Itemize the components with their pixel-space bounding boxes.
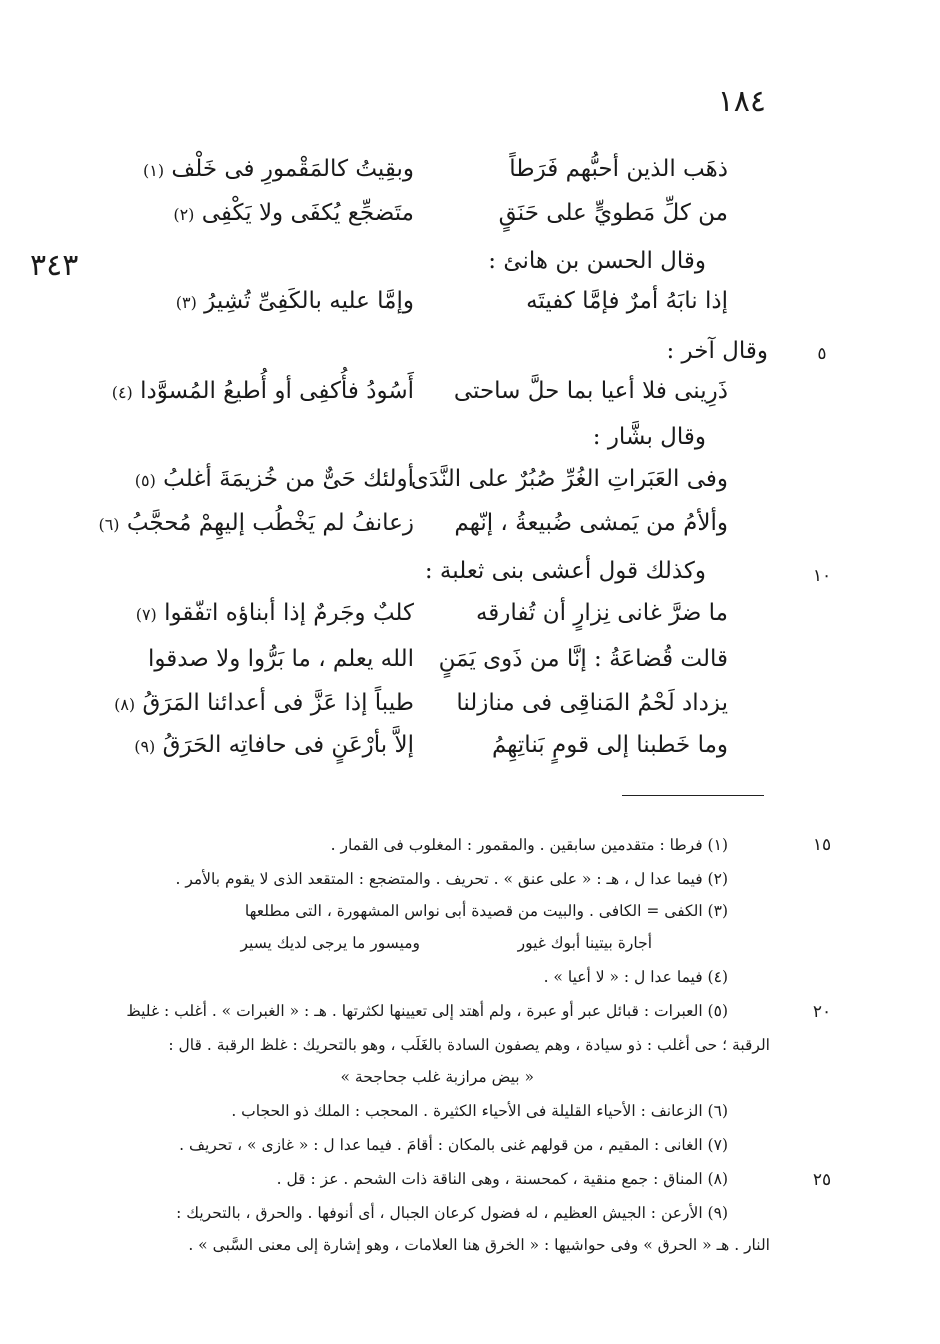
verse-intro: وقال آخر : (666, 338, 768, 364)
verse-text: أولئك حَىٌّ من خُزيمَةَ أغلبُ (163, 466, 414, 492)
footnote-3: (٣) الكفى = الكافى . والبيت من قصيدة أبى نواس المشهورة ، التى مطلعها (244, 902, 728, 920)
verse-first-hemistich: وفى العَبَراتِ الغُرِّ صُبُرٌ على النَّدَى (410, 466, 728, 492)
footnote-1: (١) فرطا : متقدمين سابقين . والمقمور : المغلوب فى القمار . (330, 836, 728, 854)
footnote-separator (622, 795, 764, 796)
page-number: ١٨٤ (717, 84, 766, 119)
verse-second-hemistich (14, 646, 414, 672)
footnote-9-continuation: النار . هـ « الحرق » وفى حواشيها : « الخرق هنا العلامات ، وهو إشارة إلى معنى السَّبى » . (188, 1236, 770, 1254)
verse-first-hemistich: ذهَب الذين أحبُّهم فَرَطاً (509, 156, 728, 182)
verse-text: متَضجِّع يُكفَى ولا يَكْفِى (201, 200, 414, 226)
footnote-3-verse-second: وميسور ما يرجى لديك يسير (240, 934, 420, 952)
verse-text: وإمَّا عليه بالكَفِىِّ تُشِيرُ (204, 288, 414, 314)
footnote-6: (٦) الزعانف : الأحياء القليلة فى الأحياء الكثيرة . المحجب : الملك ذو الحجاب . (231, 1102, 728, 1120)
footnote-ref: (٤) (111, 383, 133, 402)
verse-text: وبقِيتُ كالمَقْمورِ فى خَلْف (171, 156, 414, 182)
footnote-9: (٩) الأرعن : الجيش العظيم ، له فضول كرعان الجبال ، أى أنوفها . والحرق ، بالتحريك : (176, 1204, 728, 1222)
verse-first-hemistich: قالت قُضاعَةُ : إنَّا من ذَوى يَمَنٍ (438, 646, 728, 672)
verse-first-hemistich: يزداد لَحْمُ المَناقِى فى منازلنا (456, 690, 728, 716)
verse-text: كلبٌ وجَرمٌ إذا أبناؤه اتفّقوا (164, 600, 414, 626)
footnote-5-continuation: الرقبة ؛ حى أغلب : ذو سيادة ، وهم يصفون السادة بالغَلَب ، وهو بالتحريك : غلظ الرقبة . قال : (168, 1036, 770, 1054)
footnote-5-quote: « بيض مرازبة غلب جحاجحة » (340, 1068, 534, 1086)
footnote-ref: (٦) (98, 515, 120, 534)
footnote-ref: (٣) (175, 293, 197, 312)
footnote-ref: (٩) (134, 737, 156, 756)
footnote-ref: (٧) (135, 605, 157, 624)
verse-text: زعانفُ لم يَخْطُب إليهِمْ مُحجَّبُ (126, 510, 414, 536)
verse-second-hemistich (14, 690, 414, 716)
verse-second-hemistich (14, 732, 414, 758)
verse-text: أَسُودُ فأُكفِى أو أُطيعُ المُسوَّدا (140, 378, 414, 404)
footnote-8: (٨) المناق : جمع منقية ، كمحسنة ، وهى الناقة ذات الشحم . عز : قل . (276, 1170, 728, 1188)
footnote-ref: (٢) (173, 205, 195, 224)
footnote-7: (٧) الغانى : المقيم ، من قولهم غنى بالمكان : أقامَ . فيما عدا ل : « غازى » ، تحريف . (179, 1136, 728, 1154)
line-marker-10: ١٠ (812, 566, 832, 586)
verse-intro: وكذلك قول أعشى بنى ثعلبة : (424, 558, 706, 584)
verse-second-hemistich (14, 200, 414, 226)
footnote-5: (٥) العبرات : قبائل عبر أو عبرة ، ولم أهتد إلى تعيينها لكثرتها . هـ : « الغبرات » . أغلب : غليظ (126, 1002, 728, 1020)
footnote-ref: (١) (143, 161, 165, 180)
verse-first-hemistich: إذا نابَهُ أمرٌ فإمَّا كفيتَه (526, 288, 728, 314)
line-marker-15: ١٥ (812, 835, 832, 855)
verse-intro: وقال الحسن بن هانئ : (488, 248, 706, 274)
verse-second-hemistich (14, 466, 414, 492)
verse-second-hemistich (14, 378, 414, 404)
verse-first-hemistich: وألأمُ من يَمشى ضُبيعةُ ، إنّهم (454, 510, 728, 536)
verse-second-hemistich (14, 156, 414, 182)
footnote-ref: (٨) (114, 695, 136, 714)
footnote-ref: (٥) (134, 471, 156, 490)
verse-text: طيباً إذا عَزَّ فى أعدائنا المَرَقُ (142, 690, 414, 716)
line-marker-25: ٢٥ (812, 1170, 832, 1190)
verse-first-hemistich: وما خَطبنا إلى قومٍ بَناتِهِمُ (492, 732, 728, 758)
verse-first-hemistich: ذَرِينى فلا أعيا بما حلَّ ساحتى (453, 378, 728, 404)
verse-second-hemistich (14, 510, 414, 536)
footnote-2: (٢) فيما عدا ل ، هـ : « على عنق » . تحريف . والمتضجع : المتقعد الذى لا يقوم بالأمر . (175, 870, 728, 888)
verse-second-hemistich (14, 288, 414, 314)
verse-first-hemistich: ما ضرَّ غانى نِزارٍ أن تُفارقه (475, 600, 728, 626)
verse-first-hemistich: من كلِّ مَطويٍّ على حَنَقٍ (498, 200, 728, 226)
footnote-4: (٤) فيما عدا ل : « لا أعيا » . (543, 968, 728, 986)
verse-text: إلاَّ بأرْعَنٍ فى حافاتِه الحَرَقُ (162, 732, 414, 758)
footnote-3-verse-first: أجارة بيتينا أبوك غيور (517, 934, 652, 952)
verse-second-hemistich (14, 600, 414, 626)
side-page-number: ٣٤٣ (30, 248, 79, 283)
line-marker-20: ٢٠ (812, 1002, 832, 1022)
verse-text: الله يعلم ، ما بَرُّوا ولا صدقوا (147, 646, 414, 672)
line-marker-5: ٥ (817, 344, 827, 364)
verse-intro: وقال بشَّار : (592, 424, 706, 450)
